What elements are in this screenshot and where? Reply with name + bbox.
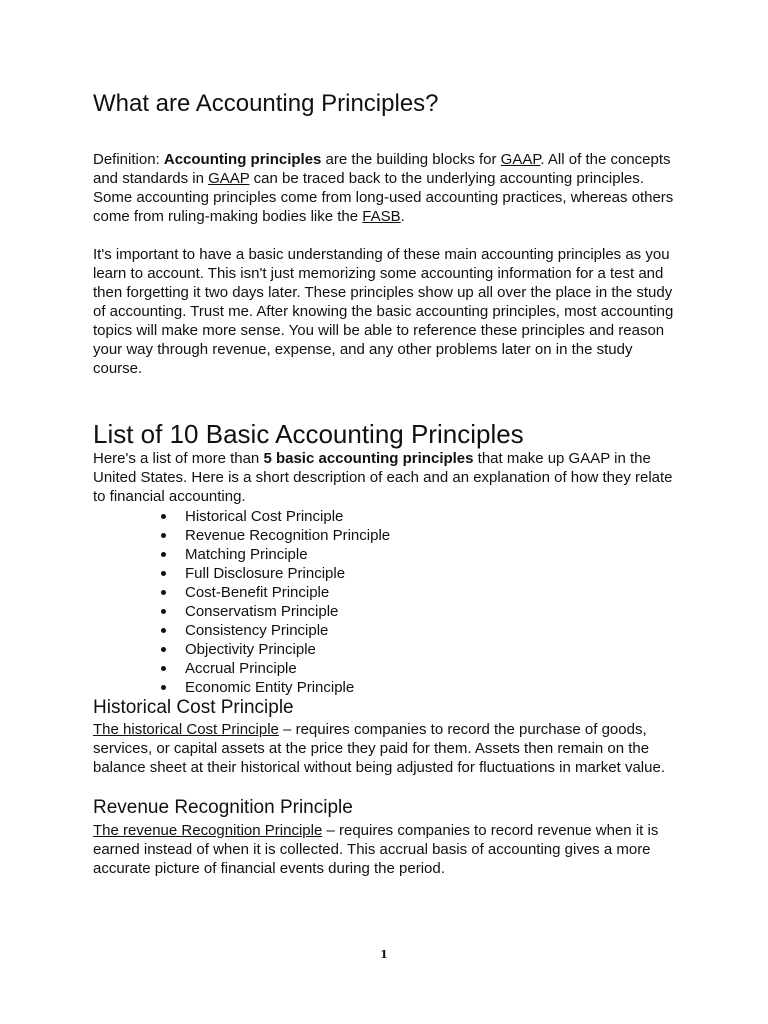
revenue-recognition-text: – requires companies to record revenue when it is earned instead of when it is collected. This accrual basis of accounting gives a more accurate picture of financial events during the period. bbox=[93, 822, 659, 877]
list-item-label: Matching Principle bbox=[185, 546, 308, 563]
list-intro-bold: 5 basic accounting principles bbox=[263, 450, 474, 467]
list-item bbox=[161, 507, 390, 526]
definition-text-4: . bbox=[400, 208, 405, 225]
gaap-link-2[interactable]: GAAP bbox=[208, 170, 250, 187]
list-item-label: Full Disclosure Principle bbox=[185, 565, 346, 582]
list-item bbox=[161, 526, 390, 545]
definition-label: Definition: bbox=[93, 151, 164, 168]
definition-paragraph bbox=[93, 150, 678, 226]
list-item-label: Objectivity Principle bbox=[185, 641, 316, 658]
list-intro-text-1: Here's a list of more than bbox=[93, 450, 264, 467]
principles-list bbox=[161, 507, 390, 697]
bullet-icon bbox=[161, 685, 166, 690]
bullet-icon bbox=[161, 666, 166, 671]
list-item bbox=[161, 621, 390, 640]
list-item-label: Revenue Recognition Principle bbox=[185, 527, 391, 544]
definition-text-1: are the building blocks for bbox=[321, 151, 501, 168]
list-item-label: Historical Cost Principle bbox=[185, 508, 344, 525]
definition-text-3: can be traced back to the underlying accounting principles. Some accounting principles come from long-used accounting practices, whereas others come from ruling-making bodies like the bbox=[93, 170, 674, 225]
definition-text-2: . All of the concepts and standards in bbox=[93, 151, 671, 187]
bullet-icon bbox=[161, 628, 166, 633]
fasb-link[interactable]: FASB bbox=[362, 208, 401, 225]
importance-paragraph: It's important to have a basic understanding of these main accounting principles as you learn to account. This isn't just memorizing some accounting information for a test and then forgetting it two days later. These principles show up all over the place in the study of accounting. Trust me. After knowing the basic accounting principles, most accounting topics will make more sense. You will be able to reference these principles and reason your way through revenue, expense, and any other problems later on in the study course. bbox=[93, 246, 674, 377]
bullet-icon bbox=[161, 533, 166, 538]
revenue-recognition-link[interactable]: The revenue Recognition Principle bbox=[93, 822, 323, 839]
bullet-icon bbox=[161, 647, 166, 652]
gaap-link-1[interactable]: GAAP bbox=[500, 151, 541, 168]
historical-cost-heading: Historical Cost Principle bbox=[93, 697, 294, 718]
list-item-label: Conservatism Principle bbox=[185, 603, 339, 620]
revenue-recognition-paragraph bbox=[93, 821, 678, 878]
list-heading: List of 10 Basic Accounting Principles bbox=[93, 419, 524, 449]
bullet-icon bbox=[161, 514, 166, 519]
list-item bbox=[161, 678, 390, 697]
list-item bbox=[161, 583, 390, 602]
bullet-icon bbox=[161, 552, 166, 557]
list-item-label: Accrual Principle bbox=[185, 660, 297, 677]
page-title: What are Accounting Principles? bbox=[93, 90, 439, 117]
list-intro-text-2: that make up GAAP in the United States. Here is a short description of each and an explanation of how they relate to financial accounting. bbox=[93, 450, 673, 505]
list-item bbox=[161, 640, 390, 659]
list-item bbox=[161, 602, 390, 621]
list-item-label: Economic Entity Principle bbox=[185, 679, 355, 696]
list-item bbox=[161, 545, 390, 564]
list-item-label: Cost-Benefit Principle bbox=[185, 584, 330, 601]
bullet-icon bbox=[161, 609, 166, 614]
list-item bbox=[161, 564, 390, 583]
bullet-icon bbox=[161, 590, 166, 595]
historical-cost-link[interactable]: The historical Cost Principle bbox=[93, 721, 279, 738]
list-item-label: Consistency Principle bbox=[185, 622, 329, 639]
definition-term: Accounting principles bbox=[163, 151, 322, 168]
page-number: 1 bbox=[380, 948, 388, 961]
historical-cost-paragraph bbox=[93, 720, 678, 777]
revenue-recognition-heading: Revenue Recognition Principle bbox=[93, 797, 353, 818]
list-intro-paragraph bbox=[93, 449, 678, 506]
bullet-icon bbox=[161, 571, 166, 576]
list-item bbox=[161, 659, 390, 678]
historical-cost-text: – requires companies to record the purchase of goods, services, or capital assets at the price they paid for them. Assets then remain on the balance sheet at their historical without being adjusted for fluctuations in market value. bbox=[93, 721, 665, 776]
